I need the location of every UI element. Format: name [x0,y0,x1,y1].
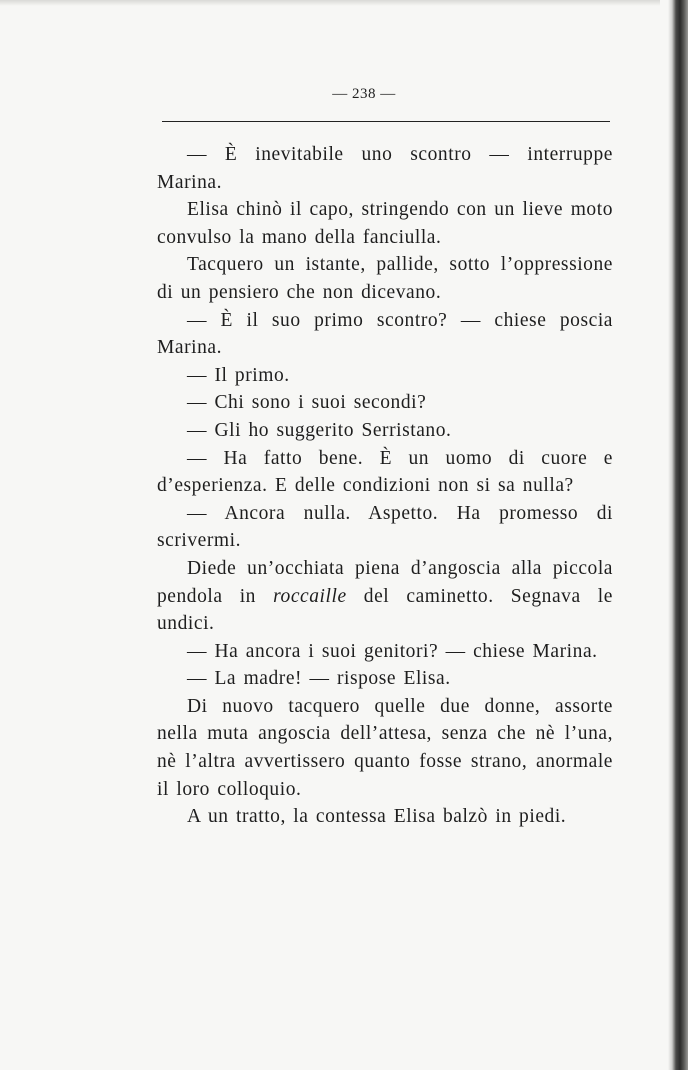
body-text [157,141,613,831]
page-number: — 238 — [332,86,396,102]
paragraph: — Il primo. [187,364,290,386]
paragraph: Tacquero un istante, pallide, sotto l’oppressione di un pensiero che non dicevano. [157,254,613,303]
paragraph: — Chi sono i suoi secondi? [187,392,427,414]
paragraph: — È inevitabile uno scontro — interruppe Marina. [157,144,613,193]
page-top-edge [0,0,688,6]
paragraph-text: Diede un’occhiata piena d’angoscia alla piccola pendola in [157,557,613,607]
paragraph: — Ha ancora i suoi genitori? — chiese Marina. [187,640,598,662]
paragraph: — Ha fatto bene. È un uomo di cuore e d’esperienza. E delle condizioni non si sa nulla? [157,447,613,497]
italic-word: roccaille [273,585,347,607]
book-spine-edge [660,0,688,1070]
paragraph: A un tratto, la contessa Elisa balzò in piedi. [187,806,567,828]
paragraph: Di nuovo tacquero quelle due donne, assorte nella muta angoscia dell’attesa, senza che nè l’una, nè l’altra avvertissero quanto fosse strano, anormale il loro colloquio. [157,695,613,800]
paragraph [157,555,613,638]
paragraph: — Ancora nulla. Aspetto. Ha promesso di scrivermi. [157,502,613,552]
paragraph: Elisa chinò il capo, stringendo con un lieve moto convulso la mano della fanciulla. [157,199,613,248]
header-rule [162,121,610,122]
paragraph: — La madre! — rispose Elisa. [187,668,451,690]
paragraph: — È il suo primo scontro? — chiese poscia Marina. [157,309,613,359]
paragraph: — Gli ho suggerito Serristano. [187,419,452,441]
paragraph-text: del caminetto. Segnava le undici. [157,585,613,635]
